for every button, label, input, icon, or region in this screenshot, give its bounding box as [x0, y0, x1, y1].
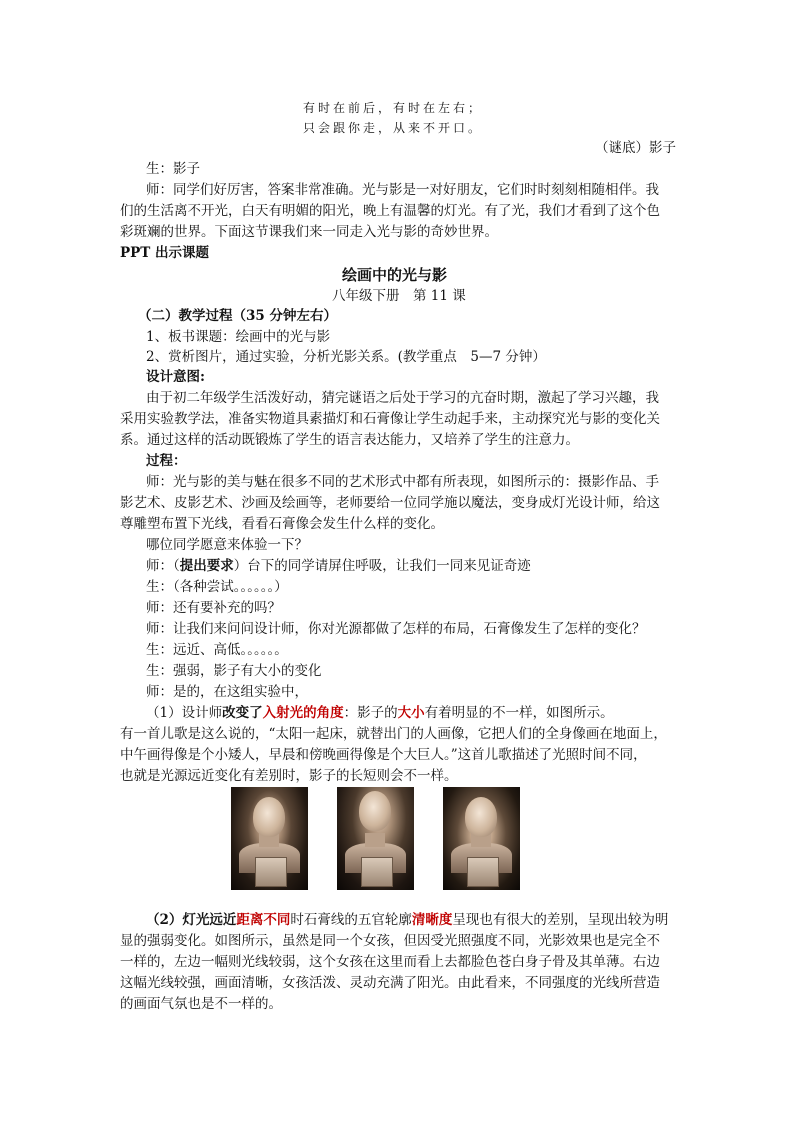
neck-shape	[365, 833, 385, 847]
text-span: 师：（	[146, 558, 180, 574]
process-text-b: 影艺术、皮影艺术、沙画及绘画等，老师要给一位同学施以魔法，变身成灯光设计师，给这	[120, 495, 660, 511]
student-try: 生：（各种尝试。。。。。。）	[146, 579, 288, 595]
text-span: ）台下的同学请屏住呼吸，让我们一同来见证奇迹	[233, 558, 531, 574]
text-span: ：影子的	[343, 705, 398, 721]
teacher-line-1a: 师：同学们好厉害，答案非常准确。光与影是一对好朋友，它们时时刻刻相随相伴。我	[146, 182, 659, 198]
plaster-bust-photo-1	[231, 787, 308, 890]
plaster-bust-photo-2	[337, 787, 414, 890]
riddle-answer: （谜底）影子	[595, 140, 676, 156]
step-2: 2、赏析图片，通过实验，分析光影关系。(教学重点 5—7 分钟）	[146, 349, 546, 365]
head-shape	[465, 797, 497, 837]
head-shape	[359, 791, 391, 831]
point-2-line-5: 的画面气氛也是不一样的。	[120, 996, 282, 1012]
teacher-requirement	[146, 557, 531, 576]
riddle-line-2: 只会跟你走，从来不开口。	[303, 121, 484, 135]
process-text-a: 师：光与影的美与魅在很多不同的艺术形式中都有所表现，如图所示的：摄影作品、手	[146, 474, 659, 490]
teacher-line-1c: 彩斑斓的世界。下面这节课我们来一同走入光与影的奇妙世界。	[120, 224, 498, 240]
pedestal-box	[467, 857, 499, 887]
text-span: 时石膏线的五官轮廓	[290, 912, 412, 928]
point-2-line-4: 这幅光线较强，画面清晰，女孩活泼、灵动充满了阳光。由此看来，不同强度的光线所营造	[120, 975, 660, 991]
step-1: 1、板书课题：绘画中的光与影	[146, 329, 331, 345]
bold-span: （2）灯光远近	[146, 912, 237, 928]
student-answer-1: 生：影子	[146, 161, 200, 177]
text-span: 呈现也有很大的差别，呈现出较为明	[452, 912, 669, 928]
song-line-b: 中午画得像是个小矮人，早晨和傍晚画得像是个大巨人。”这首儿歌描述了光照时间不同，	[120, 747, 647, 763]
section-heading: （二）教学过程（35 分钟左右）	[138, 308, 337, 324]
teacher-confirm: 师：是的，在这组实验中，	[146, 684, 308, 700]
riddle-line-1: 有时在前后，有时在左右；	[303, 101, 484, 115]
highlight-span: 大小	[397, 705, 425, 721]
text-span: 有着明显的不一样，如图所示。	[424, 705, 614, 721]
lesson-subtitle: 八年级下册 第 11 课	[332, 288, 466, 304]
point-2-line-3: 一样的，左边一幅则光线较弱，这个女孩在这里而看上去都脸色苍白身子骨及其单薄。右边	[120, 954, 660, 970]
highlight-span: 距离不同	[236, 912, 291, 928]
process-label: 过程：	[146, 453, 187, 469]
teacher-ask-designer: 师：让我们来问问设计师，你对光源都做了怎样的布局，石膏像发生了怎样的变化？	[146, 621, 646, 637]
song-line-a: 有一首儿歌是这么说的，“太阳一起床，就替出门的人画像，它把人们的全身像画在地面上，	[120, 726, 667, 742]
lesson-title: 绘画中的光与影	[342, 266, 448, 284]
point-2-line-2: 显的强弱变化。如图所示，虽然是同一个女孩，但因受光照强度不同，光影效果也是完全不	[120, 933, 660, 949]
process-text-c: 尊雕塑布置下光线，看看石膏像会发生什么样的变化。	[120, 516, 444, 532]
text-span: （1）设计师	[146, 705, 223, 721]
student-answer-3: 生：强弱，影子有大小的变化	[146, 663, 322, 679]
ppt-label: PPT 出示课题	[120, 245, 210, 261]
teacher-supplement: 师：还有要补充的吗？	[146, 600, 281, 616]
point-2-line-1	[146, 911, 668, 930]
plaster-bust-photo-3	[443, 787, 520, 890]
design-text-c: 系。通过这样的活动既锻炼了学生的语言表达能力，又培养了学生的注意力。	[120, 432, 579, 448]
student-answer-2: 生：远近、高低。。。。。。	[146, 642, 288, 658]
highlight-span: 清晰度	[411, 912, 453, 928]
highlight-span: 入射光的角度	[262, 705, 344, 721]
head-shape	[253, 797, 285, 837]
question-1: 哪位同学愿意来体验一下？	[146, 537, 308, 553]
design-label: 设计意图:	[146, 369, 205, 385]
pedestal-box	[255, 857, 287, 887]
bold-span: 提出要求	[179, 558, 234, 574]
point-1	[146, 704, 614, 723]
teacher-line-1b: 们的生活离不开光，白天有明媚的阳光，晚上有温馨的灯光。有了光，我们才看到了这个色	[120, 203, 660, 219]
design-text-a: 由于初二年级学生活泼好动，猜完谜语之后处于学习的亢奋时期，激起了学习兴趣，我	[146, 390, 659, 406]
pedestal-box	[361, 857, 393, 887]
design-text-b: 采用实验教学法，准备实物道具素描灯和石膏像让学生动起手来，主动探究光与影的变化关	[120, 411, 660, 427]
song-line-c: 也就是光源远近变化有差别时，影子的长短则会不一样。	[120, 768, 458, 784]
bold-span: 改变了	[222, 705, 263, 721]
